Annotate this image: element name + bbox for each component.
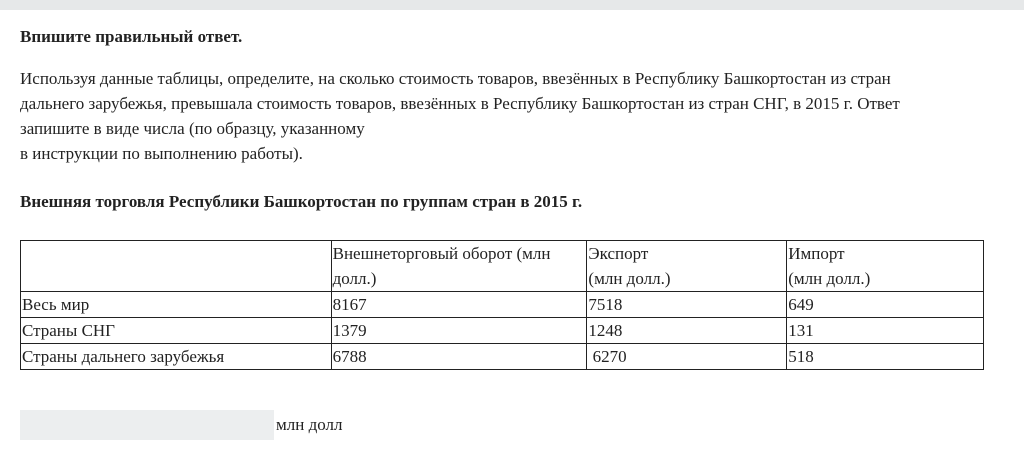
header-export-unit: (млн долл.) bbox=[588, 269, 671, 288]
header-cell-empty bbox=[21, 241, 332, 292]
header-cell-export bbox=[587, 241, 787, 292]
question-line: Используя данные таблицы, определите, на сколько стоимость товаров, ввезённых в Республику Башкортостан из стран bbox=[20, 69, 891, 88]
table-row bbox=[21, 318, 984, 344]
question-text bbox=[20, 66, 1000, 166]
header-turnover-line: Внешнеторговый оборот (млн bbox=[332, 244, 551, 263]
table-row bbox=[21, 344, 984, 370]
trade-table bbox=[20, 240, 984, 370]
export-cell: 6270 bbox=[587, 344, 787, 370]
import-cell: 131 bbox=[787, 318, 984, 344]
row-label: Страны дальнего зарубежья bbox=[21, 344, 332, 370]
table-header-row bbox=[21, 241, 984, 292]
answer-row bbox=[20, 410, 342, 440]
import-cell: 518 bbox=[787, 344, 984, 370]
header-import-label: Импорт bbox=[788, 244, 845, 263]
question-line: в инструкции по выполнению работы). bbox=[20, 144, 303, 163]
answer-input[interactable] bbox=[20, 410, 274, 440]
turnover-cell: 6788 bbox=[331, 344, 587, 370]
row-label: Весь мир bbox=[21, 292, 332, 318]
header-cell-turnover bbox=[331, 241, 587, 292]
table-title: Внешняя торговля Республики Башкортостан по группам стран в 2015 г. bbox=[20, 192, 583, 211]
import-cell: 649 bbox=[787, 292, 984, 318]
header-cell-import bbox=[787, 241, 984, 292]
question-line: запишите в виде числа (по образцу, указанному bbox=[20, 119, 365, 138]
header-turnover-unit: долл.) bbox=[332, 269, 377, 288]
header-export-label: Экспорт bbox=[588, 244, 649, 263]
turnover-cell: 1379 bbox=[331, 318, 587, 344]
question-line: дальнего зарубежья, превышала стоимость товаров, ввезённых в Республику Башкортостан из стран СНГ, в 2015 г. Ответ bbox=[20, 94, 900, 113]
table-row bbox=[21, 292, 984, 318]
header-import-unit: (млн долл.) bbox=[788, 269, 871, 288]
row-label: Страны СНГ bbox=[21, 318, 332, 344]
export-cell: 1248 bbox=[587, 318, 787, 344]
top-bar bbox=[0, 0, 1024, 10]
task-instruction: Впишите правильный ответ. bbox=[20, 27, 243, 46]
answer-unit-label: млн долл bbox=[276, 415, 343, 434]
turnover-cell: 8167 bbox=[331, 292, 587, 318]
export-cell: 7518 bbox=[587, 292, 787, 318]
